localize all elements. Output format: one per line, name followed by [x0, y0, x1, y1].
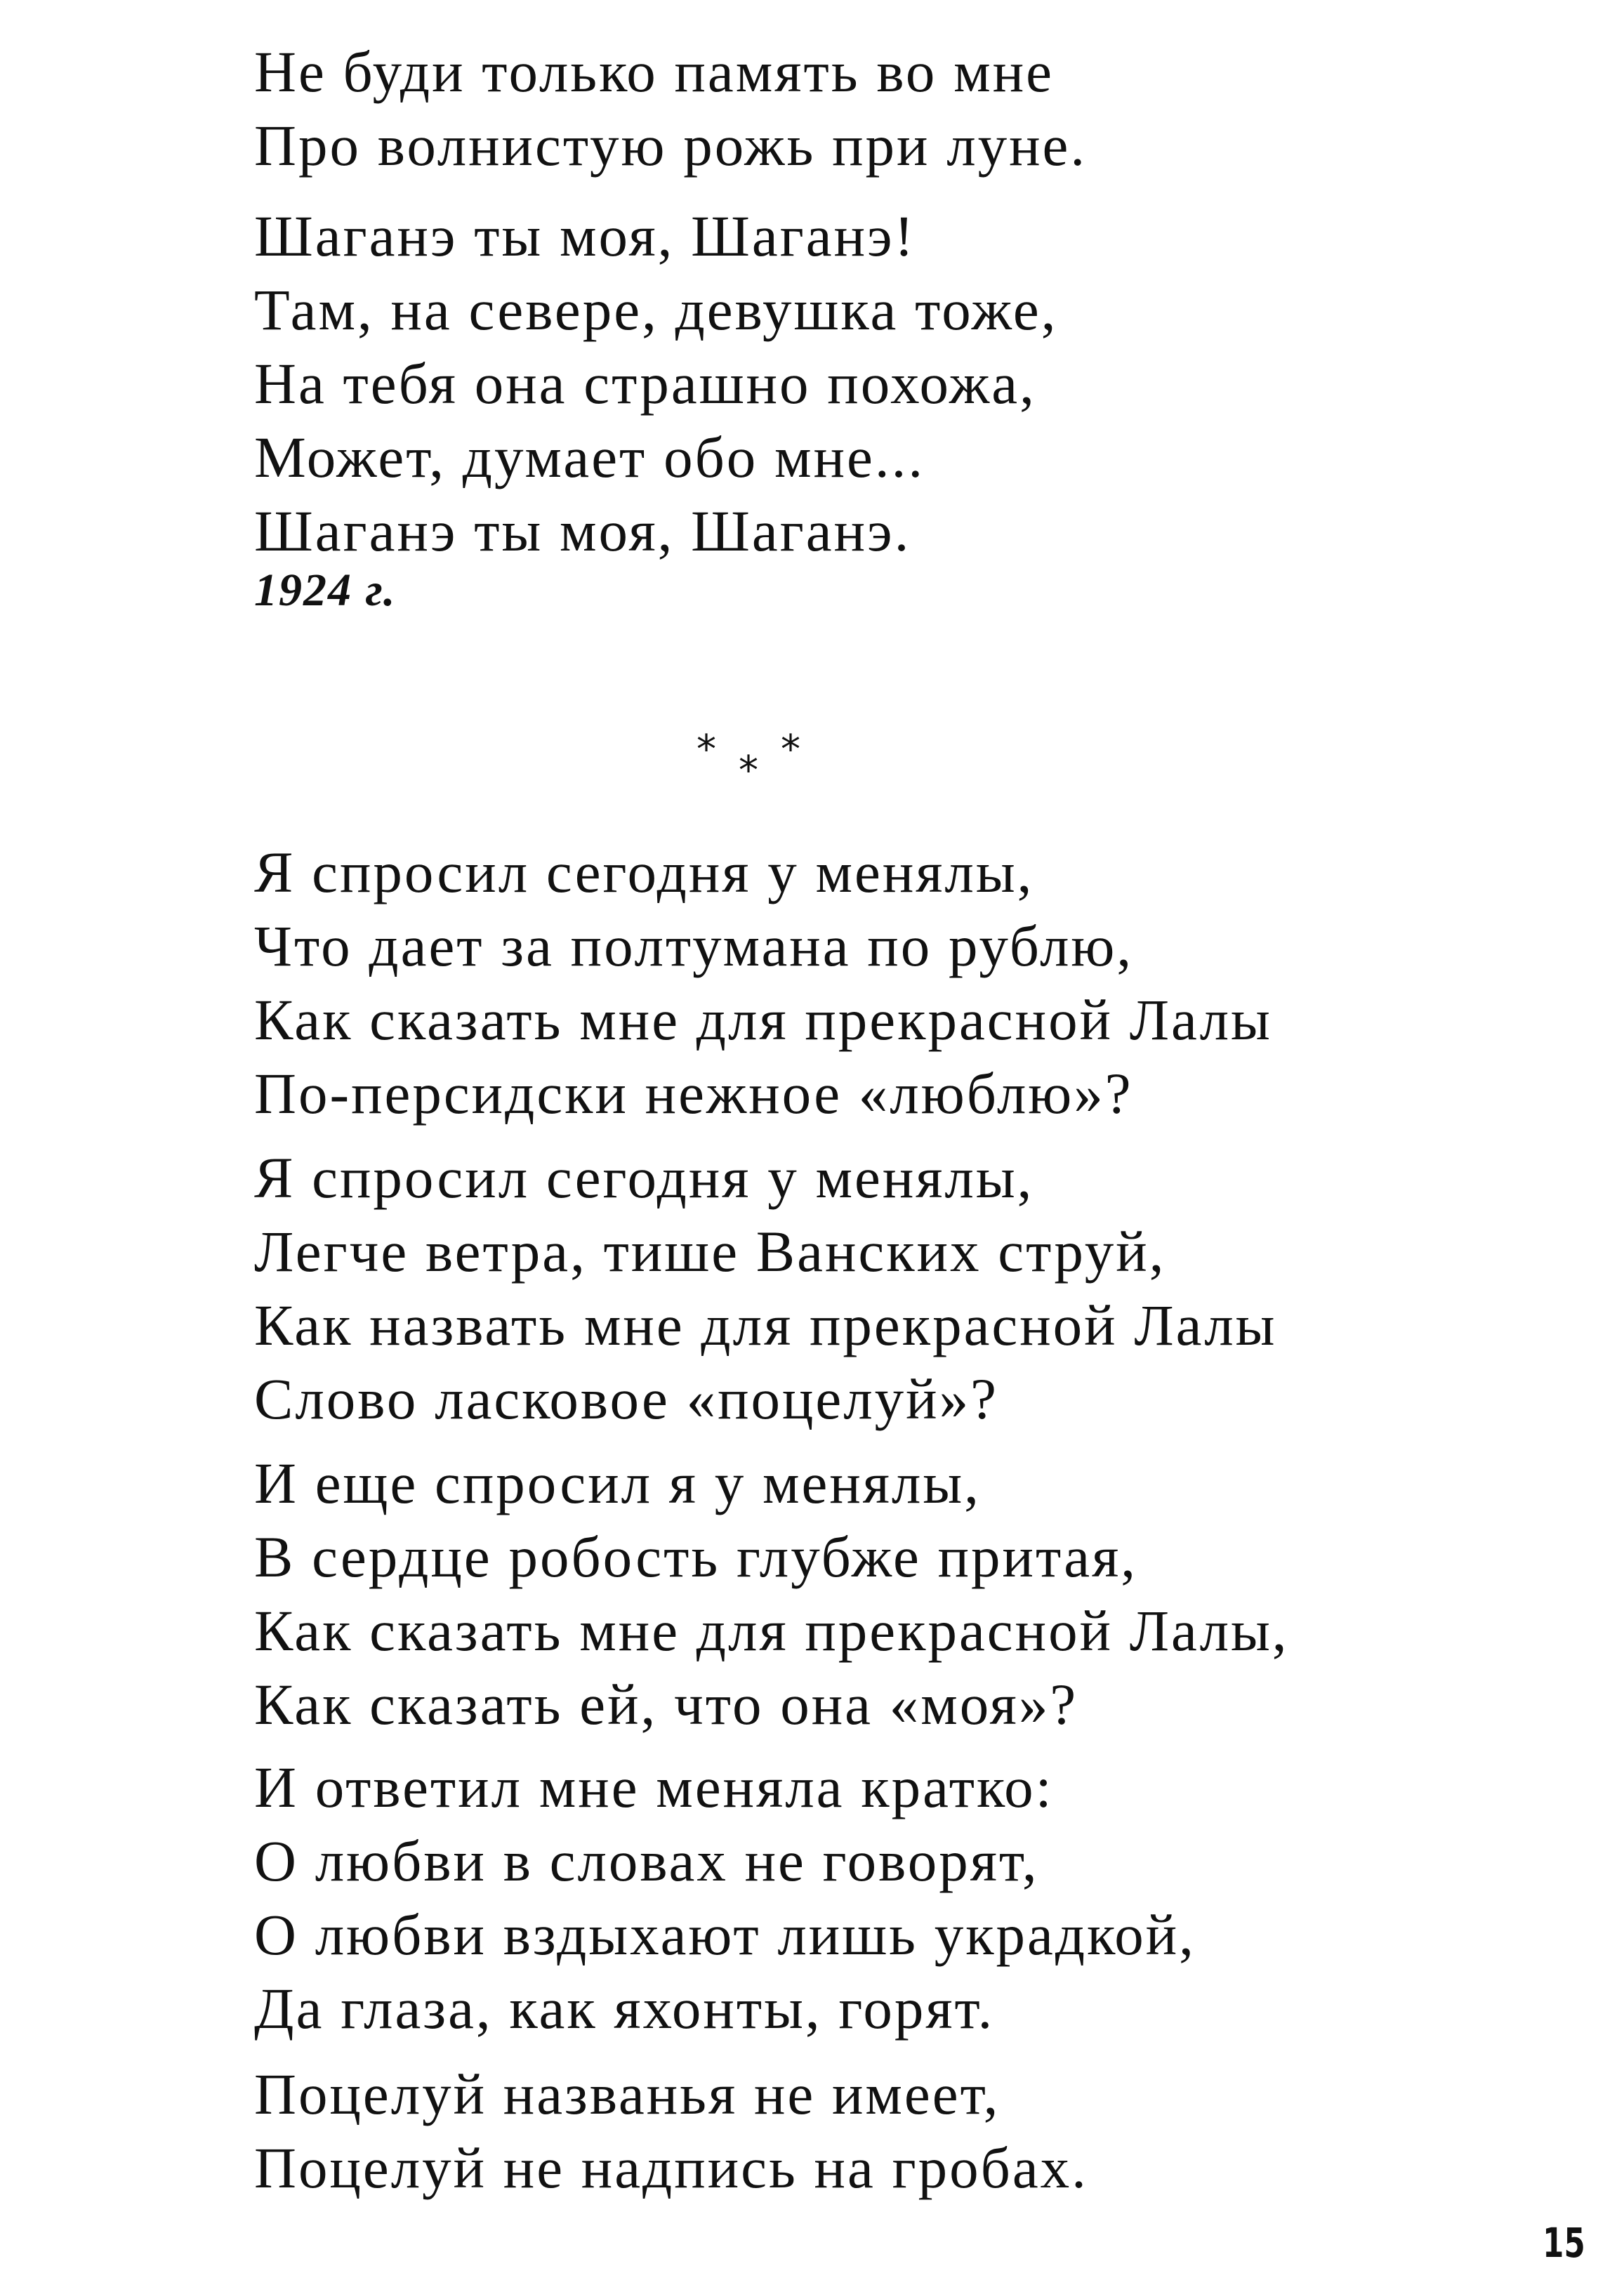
verse-line: Шаганэ ты моя, Шаганэ.: [254, 499, 911, 563]
verse-line: И ответил мне меняла кратко:: [254, 1755, 1054, 1819]
verse-line: О любви вздыхают лишь украдкой,: [254, 1902, 1196, 1967]
stanza-6: [254, 1751, 1196, 2046]
verse-line: Я спросил сегодня у менялы,: [254, 840, 1034, 904]
verse-line: Как сказать мне для прекрасной Лалы,: [254, 1598, 1289, 1663]
verse-line: Как сказать мне для прекрасной Лалы: [254, 987, 1272, 1052]
verse-line: На тебя она страшно похожа,: [254, 351, 1036, 416]
verse-line: Там, на севере, девушка тоже,: [254, 277, 1058, 342]
verse-line: Что дает за полтумана по рублю,: [254, 914, 1134, 978]
verse-line: В сердце робость глубже притая,: [254, 1525, 1137, 1589]
verse-line: О любви в словах не говорят,: [254, 1829, 1039, 1893]
verse-line: Про волнистую рожь при луне.: [254, 113, 1088, 178]
stanza-5: [254, 1447, 1289, 1741]
date-text: 1924 г.: [254, 565, 397, 616]
stanza-4: [254, 1141, 1276, 1436]
verse-line: Как назвать мне для прекрасной Лалы: [254, 1293, 1277, 1357]
verse-line: Как сказать ей, что она «моя»?: [254, 1672, 1078, 1737]
page-number: 15: [1543, 2219, 1585, 2267]
stanza-7: [254, 2057, 1088, 2205]
verse-line: Шаганэ ты моя, Шаганэ!: [254, 204, 916, 268]
verse-line: По-персидски нежное «люблю»?: [254, 1061, 1133, 1126]
verse-line: Слово ласковое «поцелуй»?: [254, 1367, 998, 1431]
poem-date: [254, 564, 397, 617]
stanza-3: [254, 836, 1272, 1131]
asterisk-icon: *: [739, 748, 758, 794]
verse-line: Поцелуй не надпись на гробах.: [254, 2135, 1088, 2200]
verse-line: Не буди только память во мне: [254, 39, 1054, 104]
verse-line: Легче ветра, тише Ванских струй,: [254, 1219, 1166, 1284]
asterisk-icon: *: [781, 727, 800, 772]
verse-line: Может, думает обо мне...: [254, 425, 925, 489]
stanza-2: [254, 199, 1058, 568]
stanza-1: [254, 35, 1087, 183]
verse-line: Я спросил сегодня у менялы,: [254, 1145, 1034, 1210]
asterisk-icon: *: [697, 727, 716, 772]
verse-line: И еще спросил я у менялы,: [254, 1451, 981, 1515]
verse-line: Да глаза, как яхонты, горят.: [254, 1976, 995, 2041]
verse-line: Поцелуй названья не имеет,: [254, 2062, 1001, 2126]
